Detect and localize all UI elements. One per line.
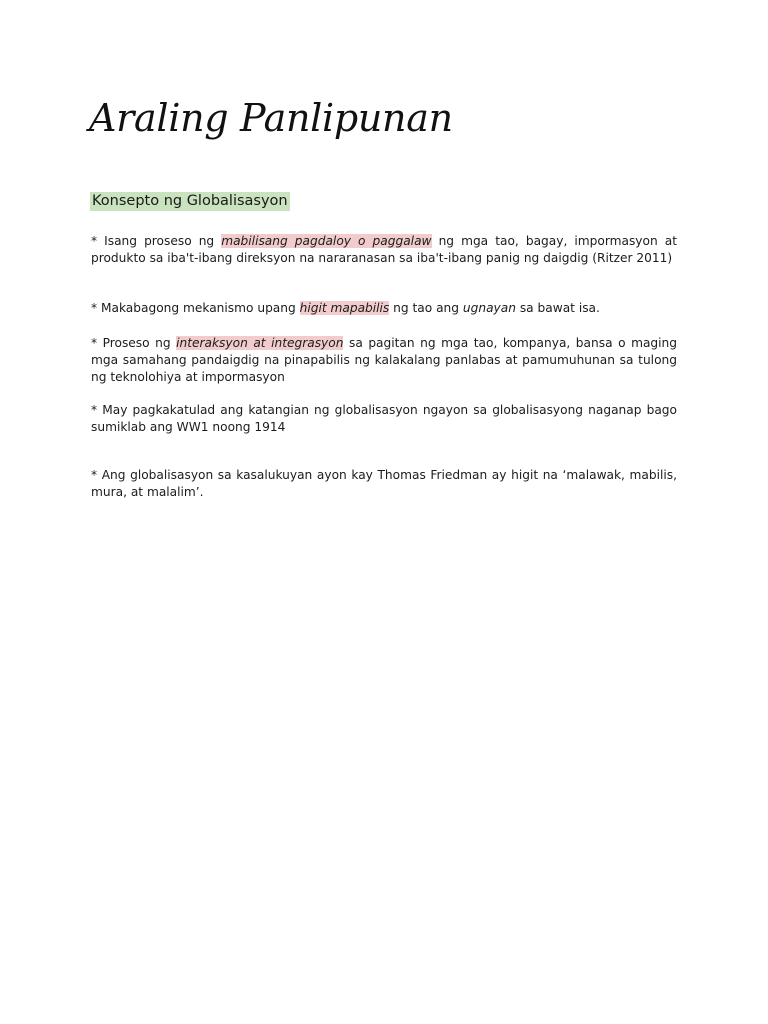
paragraph-2-text-middle: ng tao ang: [389, 301, 463, 315]
highlighted-term: higit mapabilis: [299, 301, 390, 315]
paragraph-2-text-rest: sa bawat isa.: [515, 301, 600, 315]
document-title: Araling Panlipunan: [89, 96, 453, 140]
paragraph-2-text: * Makabagong mekanismo upang: [91, 301, 300, 315]
highlighted-term: mabilisang pagdaloy o paggalaw: [221, 234, 432, 248]
paragraph-3: [91, 335, 677, 386]
paragraph-2: [91, 300, 677, 317]
highlighted-term: interaksyon at integrasyon: [176, 336, 344, 350]
paragraph-1-text-rest: ng mga tao, bagay, impormasyon at produkto sa iba't-ibang direksyon na nararanasan sa iba't-ibang panig ng daigdig (Ritzer 2011): [91, 234, 678, 265]
paragraph-3-text: * Proseso ng: [91, 336, 177, 350]
emphasized-term: ugnayan: [462, 301, 516, 315]
paragraph-1-text: * Isang proseso ng: [91, 234, 222, 248]
section-heading: Konsepto ng Globalisasyon: [92, 193, 288, 209]
paragraph-3-text-rest: sa pagitan ng mga tao, kompanya, bansa o maging mga samahang pandaigdig na pinapabilis ng kalakalang panlabas at pamumuhunan sa tulong ng teknolohiya at impormasyon: [91, 336, 677, 384]
paragraph-1: [91, 233, 677, 267]
paragraph-5: * Ang globalisasyon sa kasalukuyan ayon kay Thomas Friedman ay higit na ‘malawak, mabilis, mura, at malalim’.: [91, 468, 677, 499]
paragraph-4: * May pagkakatulad ang katangian ng globalisasyon ngayon sa globalisasyong naganap bago sumiklab ang WW1 noong 1914: [91, 403, 677, 434]
